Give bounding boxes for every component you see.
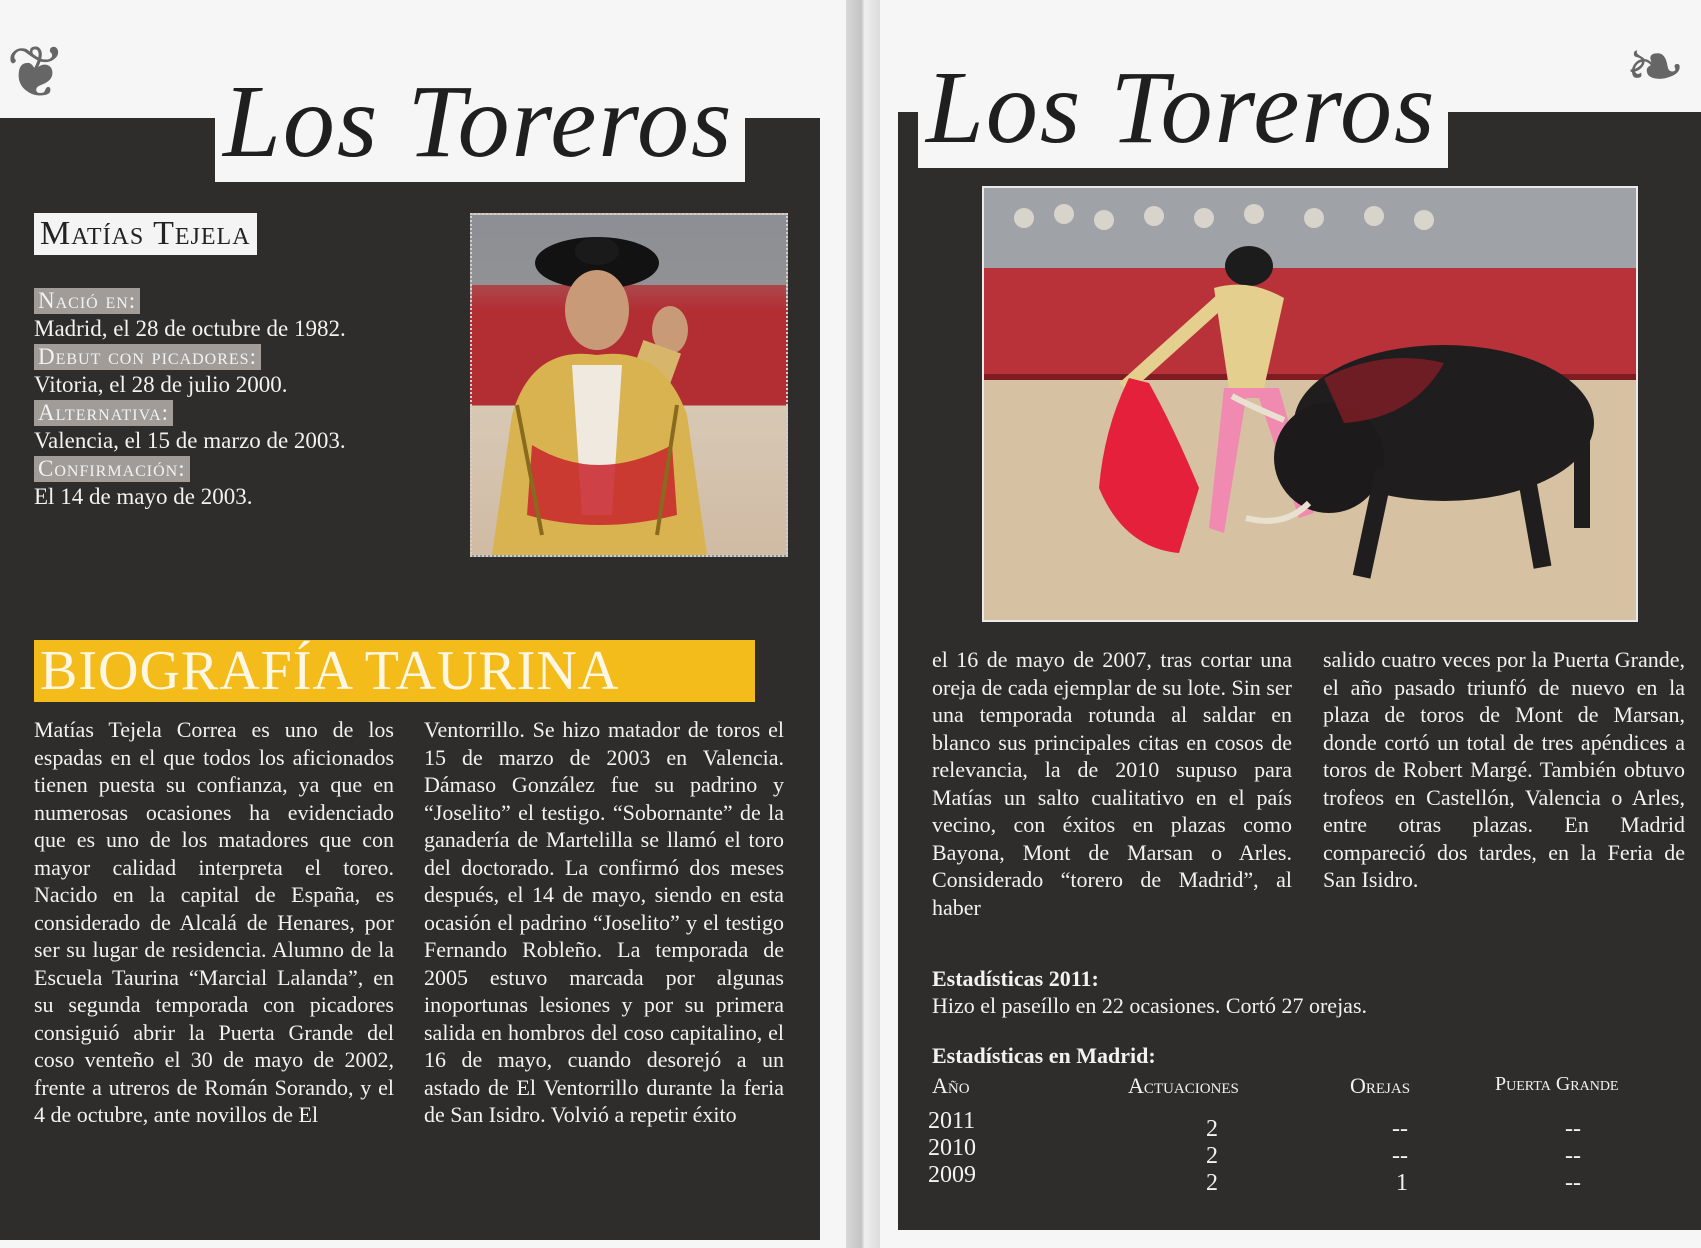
bullfight-action-photo (982, 186, 1638, 622)
facts-list (34, 288, 434, 512)
table-cell-puerta-grande: -- (1565, 1116, 1581, 1142)
biography-column-1: Matías Tejela Correa es uno de los espadas en el que todos los aficionados tienen puesta su confianza, ya que en numerosas ocasiones ha evidenciado que es uno de los matadores que con mayor calidad interpreta el toreo. Nacido en la capital de España, es considerado de Alcalá de Henares, por ser su lugar de residencia. Alumno de la Escuela Taurina “Marcial Lalanda”, en su segunda temporada con picadores consiguió abrir la Puerta Grande del coso venteño el 30 de mayo de 2002, frente a utreros de Román Sorando, y el 4 de octubre, ante novillos de El (34, 717, 394, 1127)
stats-2011-text: Hizo el paseíllo en 22 ocasiones. Cortó 27 orejas. (932, 993, 1368, 1018)
biography-heading: BIOGRAFÍA TAURINA (34, 640, 755, 702)
article-column-2: salido cuatro veces por la Puerta Grande, el año pasado triunfó de nuevo en la plaza de toros de Mont de Marsan, donde cortó un total de tres apéndices a toros de Robert Margé. También obtuvo trofeos en Castellón, Valencia o Arles, entre otras plazas. En Madrid compareció dos tardes, en la Feria de San Isidro. (1323, 647, 1685, 892)
madrid-stats-title: Estadísticas en Madrid: (932, 1043, 1156, 1068)
stats-2011-title: Estadísticas 2011: (932, 966, 1099, 991)
action-illustration (984, 188, 1636, 620)
table-cell-actuaciones: 2 (1206, 1170, 1218, 1196)
torero-portrait-photo (470, 213, 788, 557)
fact-value: Madrid, el 28 de octubre de 1982. (34, 316, 346, 341)
table-cell-orejas: -- (1392, 1116, 1408, 1142)
flourish-ornament-icon: ❧ (1625, 24, 1686, 108)
left-page (0, 0, 846, 1248)
fact-value: Valencia, el 15 de marzo de 2003. (34, 428, 346, 453)
table-cell-actuaciones: 2 (1206, 1143, 1218, 1169)
table-header-year: Año (932, 1073, 970, 1098)
table-cell-puerta-grande: -- (1565, 1170, 1581, 1196)
table-cell-year: 2011 (928, 1108, 976, 1134)
biography-column-2: Ventorrillo. Se hizo matador de toros el 15 de marzo de 2003 en Valencia. Dámaso González fue su padrino y “Joselito” el testigo. “Sobornante” de la ganadería de Martelilla se llamó el toro del doctorado. La confirmó dos meses después, el 14 de mayo, siendo en esta ocasión el padrino “Joselito” y el testigo Fernando Robleño. La temporada de 2005 estuvo marcada por algunas inoportunas lesiones y por su primera salida en hombros del coso capitalino, el 16 de mayo, cuando desorejó a un astado de El Ventorrillo durante la feria de San Isidro. Volvió a repetir éxito (424, 717, 784, 1127)
table-cell-orejas: 1 (1396, 1170, 1408, 1196)
table-header-orejas: Orejas (1350, 1073, 1411, 1098)
torero-name: Matías Tejela (34, 213, 257, 255)
table-cell-actuaciones: 2 (1206, 1116, 1218, 1142)
table-header-actuaciones: Actuaciones (1128, 1073, 1239, 1098)
fact-label: Alternativa: (34, 400, 173, 426)
fact-value: El 14 de mayo de 2003. (34, 484, 253, 509)
fact-value: Vitoria, el 28 de julio 2000. (34, 372, 288, 397)
table-cell-puerta-grande: -- (1565, 1143, 1581, 1169)
page-title: Los Toreros (918, 56, 1448, 168)
article-column-1: el 16 de mayo de 2007, tras cortar una oreja de cada ejemplar de su lote. Sin ser una temporada rotunda al saldar en blanco sus principales citas en cosos de relevancia, la de 2010 supuso para Matías un salto cualitativo en el país vecino, con éxitos en plazas como Bayona, Mont de Marsan o Arles. Considerado “torero de Madrid”, al haber (932, 647, 1292, 920)
fact-label: Confirmación: (34, 456, 190, 482)
table-header-puerta-grande: Puerta Grande (1495, 1073, 1619, 1095)
fact-label: Nació en: (34, 288, 140, 314)
table-cell-year: 2010 (928, 1135, 976, 1161)
book-gutter (846, 0, 880, 1248)
portrait-illustration (472, 215, 786, 555)
table-cell-orejas: -- (1392, 1143, 1408, 1169)
table-cell-year: 2009 (928, 1162, 976, 1188)
flourish-ornament-icon: ❦ (6, 30, 67, 114)
fact-label: Debut con picadores: (34, 344, 261, 370)
page-title: Los Toreros (215, 70, 745, 182)
